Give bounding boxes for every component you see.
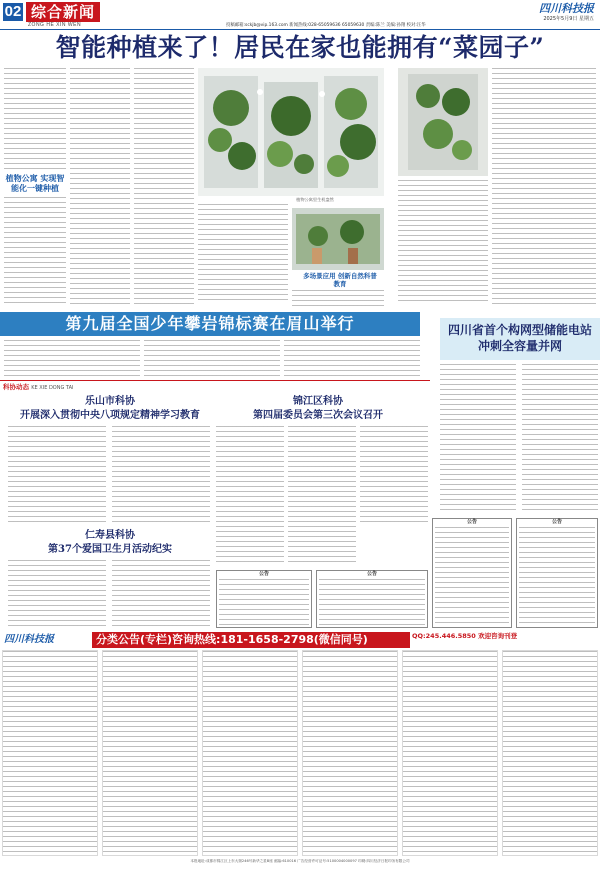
sidebar-column-1 (440, 364, 516, 514)
kids-learning-photo (292, 208, 384, 270)
leshan-column-1 (8, 426, 106, 526)
lead-column-4 (198, 204, 288, 304)
jinjiang-title-2: 第四届委员会第三次会议召开 (253, 410, 383, 421)
renshou-title-2: 第37个爱国卫生月活动纪实 (48, 544, 172, 555)
classified-col-2 (102, 650, 198, 856)
notice-box-4: 公告 (516, 518, 598, 628)
renshou-title-1: 仁寿县科协 (85, 530, 135, 541)
ad-heading: 分类公告(专栏)咨询热线:181-1658-2798(微信同号) (92, 632, 410, 648)
header-rule (0, 29, 600, 30)
leshan-title-2: 开展深入贯彻中央八项规定精神学习教育 (20, 410, 200, 421)
column-label: 科协动态 KE XIE DONG TAI (3, 383, 74, 391)
classified-col-1 (2, 650, 98, 856)
classifieds-grid (2, 650, 598, 856)
plant-apartment-photo (198, 68, 384, 196)
lead-column-7 (492, 68, 596, 305)
page-number: 02 (4, 3, 22, 20)
lead-column-1 (4, 68, 66, 170)
lead-headline: 智能种植来了！居民在家也能拥有“菜园子” (55, 33, 545, 62)
climbing-column-3 (284, 340, 420, 376)
notice-box-3: 公告 (432, 518, 512, 628)
jinjiang-column-1 (216, 426, 284, 566)
leshan-title-1: 乐山市科协 (85, 396, 135, 407)
section-rule (0, 380, 430, 381)
photo1-caption: 植物公寓里生机盎然 (296, 197, 334, 202)
lead-column-3 (134, 68, 194, 305)
section-title: 综合新闻 (26, 2, 100, 22)
renshou-column-1 (8, 560, 106, 628)
contact-line: 投稿邮箱:sckjb@vip.163.com 新闻热线:028-65059636 65059630 责编:陈兰 美编:孙翔 校对:汪华 (226, 23, 426, 28)
classified-col-3 (202, 650, 298, 856)
footer-text: 本报地址:成都市锦江区上东大街246号新华之星B座 邮编:610016 广告经营许可证号:5100004000097 印刷:四川经济日报印务有限公司 (190, 859, 410, 863)
ad-logo: 四川科技报 (4, 634, 54, 645)
lead-subhead-1: 植物公寓 实现智能化一键种植 (5, 174, 65, 193)
notice-box-1: 公告 (216, 570, 312, 628)
masthead-logo: 四川科技报 (539, 2, 594, 15)
lead-subhead-2: 多场景应用 创新自然科普教育 (303, 272, 377, 288)
classified-col-4 (302, 650, 398, 856)
jinjiang-column-3 (360, 426, 428, 526)
classified-col-5 (402, 650, 498, 856)
climbing-column-2 (144, 340, 280, 376)
leshan-column-2 (112, 426, 210, 526)
lead-column-5 (292, 290, 384, 306)
classified-col-6 (502, 650, 598, 856)
climbing-column-1 (4, 340, 140, 376)
sidebar-headline (440, 318, 600, 360)
section-pinyin: ZONG HE XIN WEN (28, 22, 82, 28)
lead-column-6 (398, 180, 488, 305)
jinjiang-column-2 (288, 426, 356, 566)
lead-column-2 (70, 68, 130, 305)
renshou-column-2 (112, 560, 210, 628)
ad-qq: QQ:245.446.5850 欢迎咨询刊登 (412, 632, 518, 640)
sidebar-title-line2: 冲刺全容量并网 (477, 339, 562, 353)
issue-date: 2025年5月9日 星期五 (543, 16, 594, 22)
wall-garden-photo (398, 68, 488, 176)
sidebar-title-line1: 四川省首个构网型储能电站 (447, 323, 592, 337)
lead-column-1b (4, 197, 66, 305)
sidebar-column-2 (522, 364, 598, 514)
jinjiang-title-1: 锦江区科协 (293, 396, 343, 407)
notice-box-2: 公告 (316, 570, 428, 628)
climbing-banner: 第九届全国少年攀岩锦标赛在眉山举行 (0, 312, 420, 336)
